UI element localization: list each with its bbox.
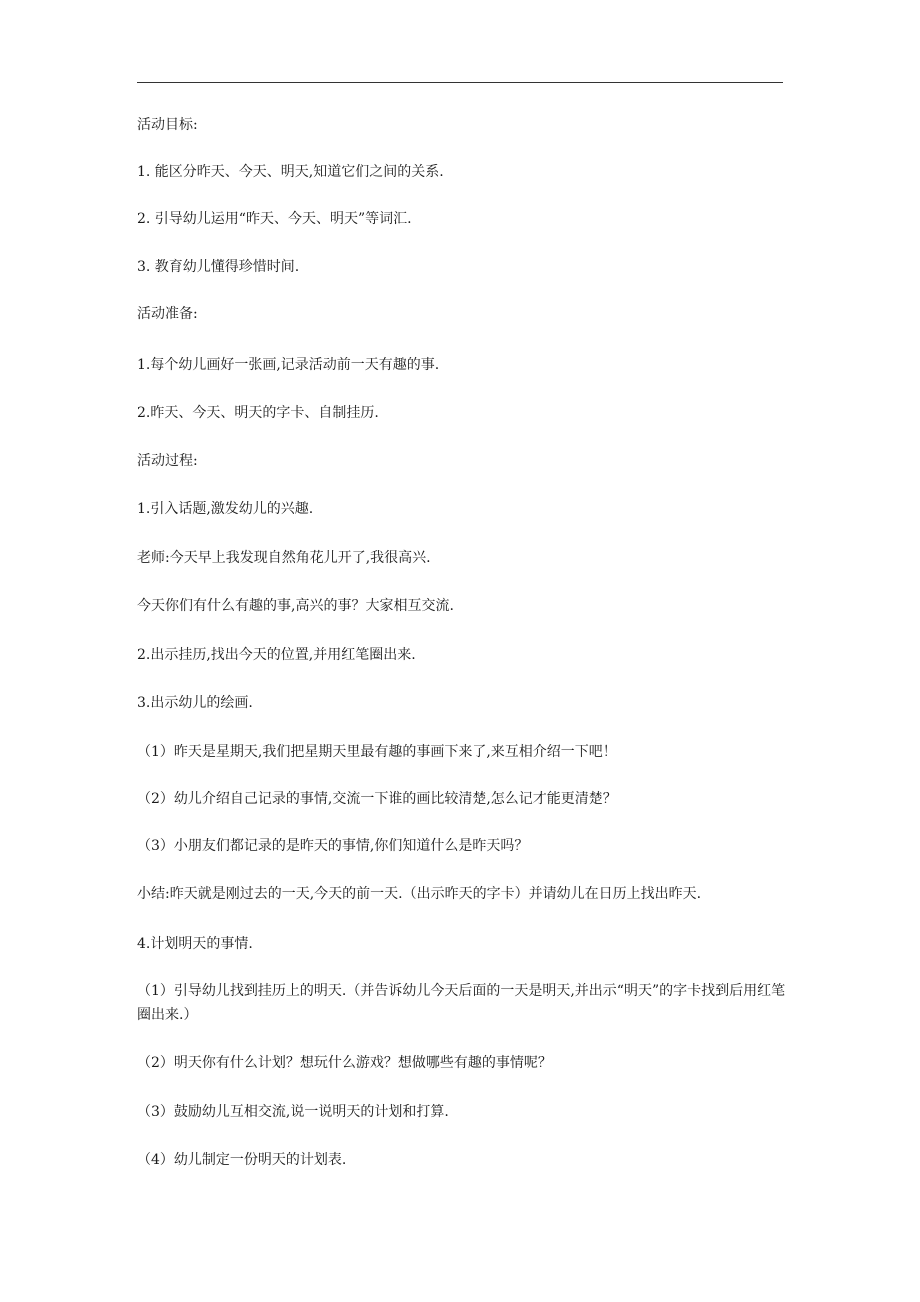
paragraph: （4）幼儿制定一份明天的计划表. [137,1152,347,1168]
paragraph: （1）昨天是星期天,我们把星期天里最有趣的事画下来了,来互相介绍一下吧！ [137,744,617,760]
summary-paragraph: 小结:昨天就是刚过去的一天,今天的前一天.（出示昨天的字卡）并请幼儿在日历上找出昨天. [137,886,702,902]
paragraph: 1.每个幼儿画好一张画,记录活动前一天有趣的事. [137,357,440,373]
paragraph: 2. 引导幼儿运用“昨天、今天、明天”等词汇. [137,211,412,227]
paragraph: 今天你们有什么有趣的事,高兴的事？大家相互交流. [137,598,454,614]
section-heading-goals: 活动目标: [137,117,198,133]
paragraph: （2）幼儿介绍自己记录的事情,交流一下谁的画比较清楚,怎么记才能更清楚？ [137,791,617,807]
paragraph: 1. 能区分昨天、今天、明天,知道它们之间的关系. [137,164,444,180]
header-rule [137,82,783,83]
paragraph: 老师:今天早上我发现自然角花儿开了,我很高兴. [137,550,431,566]
paragraph: （3）鼓励幼儿互相交流,说一说明天的计划和打算. [137,1104,449,1120]
paragraph: 2.昨天、今天、明天的字卡、自制挂历. [137,405,379,421]
paragraph: 2.出示挂历,找出今天的位置,并用红笔圈出来. [137,647,416,663]
paragraph: 1.引入话题,激发幼儿的兴趣. [137,501,314,517]
paragraph: （3）小朋友们都记录的是昨天的事情,你们知道什么是昨天吗？ [137,838,529,854]
section-heading-process: 活动过程: [137,453,198,469]
paragraph: 4.计划明天的事情. [137,936,253,952]
paragraph: （2）明天你有什么计划？想玩什么游戏？想做哪些有趣的事情呢？ [137,1055,552,1071]
paragraph: 3. 教育幼儿懂得珍惜时间. [137,259,300,275]
section-heading-preparation: 活动准备: [137,306,198,322]
paragraph: （1）引导幼儿找到挂历上的明天.（并告诉幼儿今天后面的一天是明天,并出示“明天”的字卡找到后用红笔圈出来.） [137,983,786,1023]
paragraph: 3.出示幼儿的绘画. [137,695,253,711]
